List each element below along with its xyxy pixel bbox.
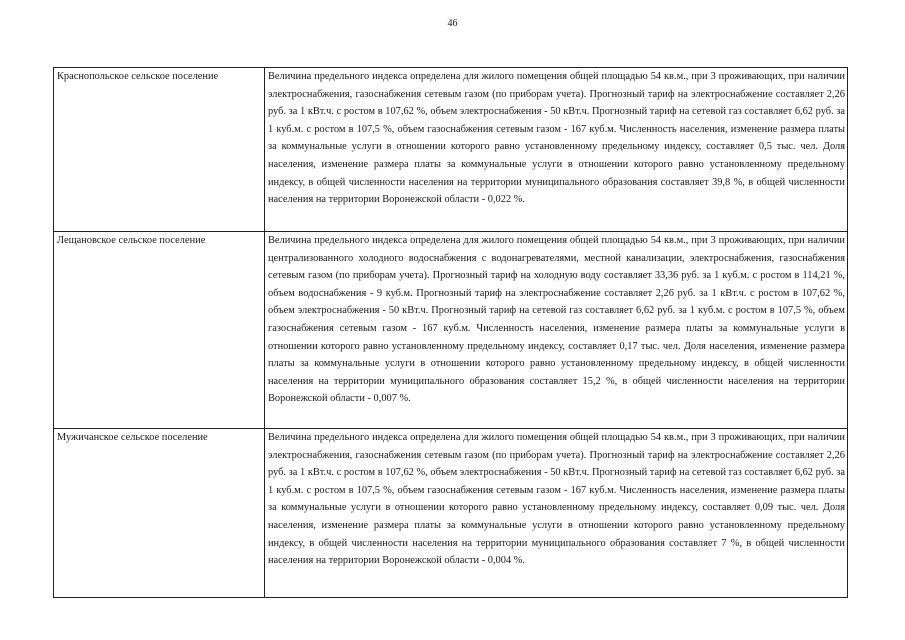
settlement-name: Лещановское сельское поселение [54,232,265,429]
table-row [54,429,848,598]
settlement-description: Величина предельного индекса определена для жилого помещения общей площадью 54 кв.м., при 3 проживающих, при наличии электроснабжения, газоснабжения сетевым газом (по приборам учета). Прогнозный тариф на электроснабжение составляет 2,26 руб. за 1 кВт.ч. с ростом в 107,62 %, объем электроснабжения - 50 кВт.ч. Прогнозный тариф на сетевой газ составляет 6,62 руб. за 1 куб.м. с ростом в 107,5 %, объем газоснабжения сетевым газом - 167 куб.м. Численность населения, изменение размера платы за коммунальные услуги в отношении которого равно установленному предельному индексу, составляет 0,09 тыс. чел. Доля населения, изменение размера платы за коммунальные услуги в отношении которого равно установленному предельному индексу, в общей численности населения на территории муниципального образования составляет 7 %, в общей численности населения на территории Воронежской области - 0,004 %. [265,429,848,598]
settlements-table [53,67,848,598]
settlement-name: Мужичанское сельское поселение [54,429,265,598]
table-row [54,68,848,232]
settlement-description: Величина предельного индекса определена для жилого помещения общей площадью 54 кв.м., при 3 проживающих, при наличии централизованного холодного водоснабжения с водонагревателями, местной канализации, электроснабжения, газоснабжения сетевым газом (по приборам учета). Прогнозный тариф на холодную воду составляет 33,36 руб. за 1 куб.м. с ростом в 114,21 %, объем водоснабжения - 9 куб.м. Прогнозный тариф на электроснабжение составляет 2,26 руб. за 1 кВт.ч. с ростом в 107,62 %, объем электроснабжения - 50 кВт.ч. Прогнозный тариф на сетевой газ составляет 6,62 руб. за 1 куб.м. с ростом в 107,5 %, объем газоснабжения сетевым газом - 167 куб.м. Численность населения, изменение размера платы за коммунальные услуги в отношении которого равно установленному предельному индексу, составляет 0,17 тыс. чел. Доля населения, изменение размера платы за коммунальные услуги в отношении которого равно установленному предельному индексу, в общей численности населения на территории муниципального образования составляет 15,2 %, в общей численности населения на территории Воронежской области - 0,007 %. [265,232,848,429]
settlement-description: Величина предельного индекса определена для жилого помещения общей площадью 54 кв.м., при 3 проживающих, при наличии электроснабжения, газоснабжения сетевым газом (по приборам учета). Прогнозный тариф на электроснабжение составляет 2,26 руб. за 1 кВт.ч. с ростом в 107,62 %, объем электроснабжения - 50 кВт.ч. Прогнозный тариф на сетевой газ составляет 6,62 руб. за 1 куб.м. с ростом в 107,5 %, объем газоснабжения сетевым газом - 167 куб.м. Численность населения, изменение размера платы за коммунальные услуги в отношении которого равно установленному предельному индексу, составляет 0,5 тыс. чел. Доля населения, изменение размера платы за коммунальные услуги в отношении которого равно установленному предельному индексу, в общей численности населения на территории муниципального образования составляет 39,8 %, в общей численности населения на территории Воронежской области - 0,022 %. [265,68,848,232]
page-number: 46 [447,18,458,29]
table-row [54,232,848,429]
settlement-name: Краснопольское сельское поселение [54,68,265,232]
